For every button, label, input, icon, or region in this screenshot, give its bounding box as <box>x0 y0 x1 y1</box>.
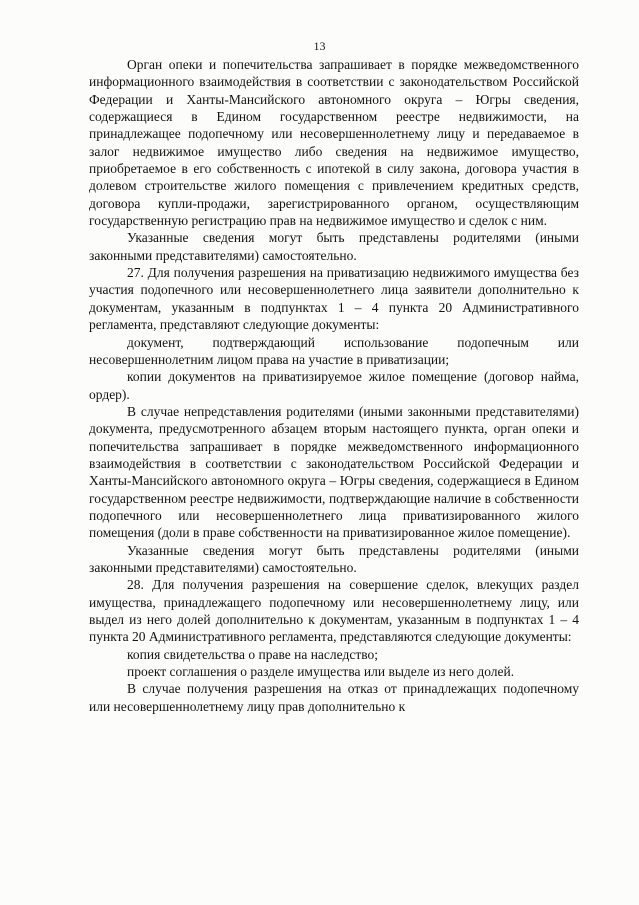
paragraph: проект соглашения о разделе имущества или выделе из него долей. <box>127 664 515 680</box>
paragraph: 28. Для получения разрешения на совершение сделок, влекущих раздел имущества, принадлежащего подопечному или несовершеннолетнему лицу, или выдел из него долей дополнительно к документам, указанным в подпунктах 1 – 4 пункта 20 Административного регламента, представляются следующие документы: <box>89 577 579 645</box>
paragraph: документ, подтверждающий использование подопечным или несовершеннолетним лицом права на участие в приватизации; <box>89 334 579 367</box>
paragraph: В случае получения разрешения на отказ от принадлежащих подопечному или несовершеннолетнему лицу прав дополнительно к <box>89 681 579 714</box>
paragraph: 27. Для получения разрешения на приватизацию недвижимого имущества без участия подопечного или несовершеннолетнего лица заявители дополнительно к документам, указанным в подпунктах 1 – 4 пункта 20 Административного регламента, представляют следующие документы: <box>89 265 579 333</box>
paragraph: Орган опеки и попечительства запрашивает в порядке межведомственного информационного взаимодействия в соответствии с законодательством Российской Федерации и Ханты-Мансийского автономного округа – Югры сведения, содержащиеся в Едином государственном реестре недвижимости, на принадлежащее подопечному или несовершеннолетнему лицу и передаваемое в залог недвижимое имущество либо сведения на недвижимое имущество, приобретаемое в его собственность с ипотекой в силу закона, договора участия в долевом строительстве жилого помещения с привлечением кредитных средств, договора купли-продажи, зарегистрированного органом, осуществляющим государственную регистрацию прав на недвижимое имущество и сделок с ним. <box>89 57 579 229</box>
paragraph: копия свидетельства о праве на наследство; <box>127 646 378 662</box>
paragraph: В случае непредставления родителями (иными законными представителями) документа, предусмотренного абзацем вторым настоящего пункта, орган опеки и попечительства запрашивает в порядке межведомственного информационного взаимодействия в соответствии с законодательством Российской Федерации и Ханты-Мансийского автономного округа – Югры сведения, содержащиеся в Едином государственном реестре недвижимости, подтверждающие наличие в собственности подопечного или несовершеннолетнего лица приватизированного жилого помещения (доли в праве собственности на приватизированное жилое помещение). <box>89 403 579 541</box>
paragraph: Указанные сведения могут быть представлены родителями (иными законными представителями) самостоятельно. <box>89 230 579 263</box>
document-body <box>89 56 579 715</box>
paragraph: Указанные сведения могут быть представлены родителями (иными законными представителями) самостоятельно. <box>89 542 579 575</box>
paragraph: копии документов на приватизируемое жилое помещение (договор найма, ордер). <box>89 369 579 402</box>
page-number: 13 <box>313 39 326 53</box>
